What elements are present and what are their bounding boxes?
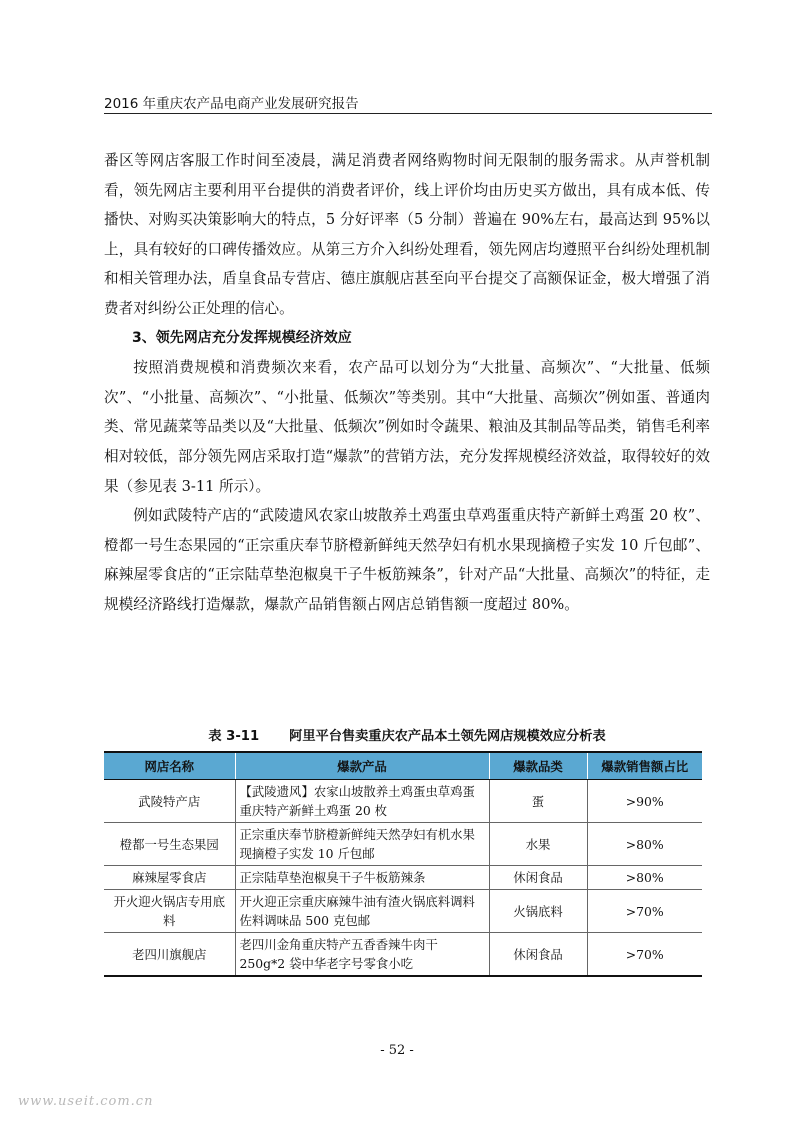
product-cell: 老四川金角重庆特产五香香辣牛肉干 250g*2 袋中华老字号零食小吃 xyxy=(235,933,489,977)
share-cell: >70% xyxy=(587,933,702,977)
category-cell: 休闲食品 xyxy=(489,933,587,977)
body-text xyxy=(104,146,710,620)
category-cell: 水果 xyxy=(489,823,587,866)
table-row xyxy=(104,890,702,933)
share-cell: >80% xyxy=(587,823,702,866)
column-header-category: 爆款品类 xyxy=(489,752,587,780)
category-cell: 休闲食品 xyxy=(489,866,587,890)
table-caption-number: 表 3-11 xyxy=(208,729,260,744)
product-cell: 【武陵遗风】农家山坡散养土鸡蛋虫草鸡蛋重庆特产新鲜土鸡蛋 20 枚 xyxy=(235,780,489,823)
product-cell: 正宗陆草垫泡椒臭干子牛板筋辣条 xyxy=(235,866,489,890)
product-cell: 开火迎正宗重庆麻辣牛油有渣火锅底料调料佐料调味品 500 克包邮 xyxy=(235,890,489,933)
shop-name-cell: 开火迎火锅店专用底料 xyxy=(104,890,235,933)
section-heading: 3、领先网店充分发挥规模经济效应 xyxy=(132,329,352,346)
table-row xyxy=(104,823,702,866)
page-number: - 52 - xyxy=(380,1043,414,1058)
column-header-product: 爆款产品 xyxy=(235,752,489,780)
table-caption-title: 阿里平台售卖重庆农产品本土领先网店规模效应分析表 xyxy=(289,729,606,744)
column-header-share: 爆款销售额占比 xyxy=(587,752,702,780)
header-divider xyxy=(104,113,712,114)
table-header-row xyxy=(104,752,702,780)
shop-scale-table xyxy=(104,751,702,977)
watermark: www.useit.com.cn xyxy=(18,1094,154,1109)
shop-name-cell: 麻辣屋零食店 xyxy=(104,866,235,890)
shop-name-cell: 武陵特产店 xyxy=(104,780,235,823)
table-caption xyxy=(104,725,710,744)
table-row xyxy=(104,933,702,977)
shop-name-cell: 橙都一号生态果园 xyxy=(104,823,235,866)
category-cell: 蛋 xyxy=(489,780,587,823)
table-row xyxy=(104,780,702,823)
column-header-shop: 网店名称 xyxy=(104,752,235,780)
paragraph-categories: 按照消费规模和消费频次来看，农产品可以划分为“大批量、高频次”、“大批量、低频次”、“小批量、高频次”、“小批量、低频次”等类别。其中“大批量、高频次”例如蛋、普通肉类、常见蔬菜等品类以及“大批量、低频次”例如时令蔬果、粮油及其制品等品类，销售毛利率相对较低，部分领先网店采取打造“爆款”的营销方法，充分发挥规模经济效益，取得较好的效果（参见表 3-11 所示）。 xyxy=(104,359,710,495)
share-cell: >80% xyxy=(587,866,702,890)
product-cell: 正宗重庆奉节脐橙新鲜纯天然孕妇有机水果现摘橙子实发 10 斤包邮 xyxy=(235,823,489,866)
share-cell: >70% xyxy=(587,890,702,933)
shop-name-cell: 老四川旗舰店 xyxy=(104,933,235,977)
table-row xyxy=(104,866,702,890)
category-cell: 火锅底料 xyxy=(489,890,587,933)
paragraph-reputation: 番区等网店客服工作时间至凌晨，满足消费者网络购物时间无限制的服务需求。从声誉机制看，领先网店主要利用平台提供的消费者评价，线上评价均由历史买方做出，具有成本低、传播快、对购买决策影响大的特点，5 分好评率（5 分制）普遍在 90%左右，最高达到 95%以上，具有较好的口碑传播效应。从第三方介入纠纷处理看，领先网店均遵照平台纠纷处理机制和相关管理办法，盾皇食品专营店、德庄旗舰店甚至向平台提交了高额保证金，极大增强了消费者对纠纷公正处理的信心。 xyxy=(104,152,710,317)
running-header: 2016 年重庆农产品电商产业发展研究报告 xyxy=(104,96,359,112)
paragraph-examples: 例如武陵特产店的“武陵遗风农家山坡散养土鸡蛋虫草鸡蛋重庆特产新鲜土鸡蛋 20 枚”、橙都一号生态果园的“正宗重庆奉节脐橙新鲜纯天然孕妇有机水果现摘橙子实发 10 斤包邮”、麻辣屋零食店的“正宗陆草垫泡椒臭干子牛板筋辣条”，针对产品“大批量、高频次”的特征，走规模经济路线打造爆款，爆款产品销售额占网店总销售额一度超过 80%。 xyxy=(104,507,710,613)
share-cell: >90% xyxy=(587,780,702,823)
